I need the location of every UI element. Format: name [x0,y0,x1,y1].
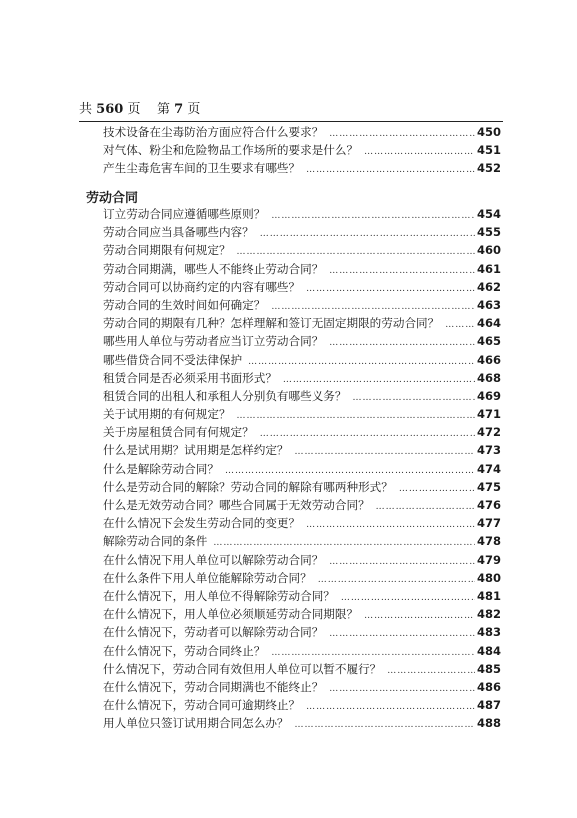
header-unit: 页 [127,102,141,117]
toc-entry-page: 481 [476,588,501,603]
toc-leader-dots [329,334,475,352]
toc-entry-title: 在什么情况下，用人单位必须顺延劳动合同期限？ [103,607,359,622]
toc-entry-page: 474 [476,461,501,476]
toc-top-entries [103,123,501,178]
toc-entry-page: 452 [476,161,501,176]
toc-entry-title: 劳动合同期限有何规定？ [103,243,231,258]
toc-leader-dots [329,625,475,643]
page-header [79,102,503,118]
toc-entry [103,532,501,550]
toc-entry-title: 什么是试用期？试用期是怎样约定？ [103,443,289,458]
toc-entry-page: 465 [476,334,501,349]
toc-entry-page: 484 [476,643,501,658]
toc-leader-dots [341,589,475,607]
toc-entry [103,623,501,641]
toc-leader-dots [295,443,475,461]
toc-entry [103,387,501,405]
header-total-pages: 560 [96,102,124,117]
toc-entry-title: 技术设备在尘毒防治方面应符合什么要求？ [103,125,324,139]
toc-entry [103,605,501,623]
toc-entry-page: 475 [476,479,501,494]
toc-leader-dots [364,607,475,625]
toc-entry-page: 487 [476,698,501,713]
toc-entry-page: 461 [476,261,501,276]
toc-leader-dots [329,680,475,698]
toc-entry-page: 485 [476,661,501,676]
toc-entry-page: 454 [476,207,501,221]
toc-entry [103,478,501,496]
toc-entry-page: 455 [476,225,501,240]
section-title: 劳动合同 [86,191,139,206]
toc-entry-page: 466 [476,352,501,367]
toc-entry-title: 解除劳动合同的条件 [103,534,208,549]
toc-entry [103,223,501,241]
toc-leader-dots [248,353,475,371]
toc-entry [103,569,501,587]
toc-entry [103,660,501,678]
toc-entry-page: 468 [476,370,501,385]
toc-entry [103,159,501,177]
toc-entry-title: 劳动合同的期限有几种？怎样理解和签订无固定期限的劳动合同？ [103,316,440,331]
toc-entry-title: 在什么情况下，劳动者可以解除劳动合同？ [103,625,324,640]
toc-entry-title: 在什么情况下会发生劳动合同的变更？ [103,516,301,531]
toc-leader-dots [271,207,475,225]
toc-entry-title: 在什么情况下，劳动合同期满也不能终止？ [103,679,324,694]
toc-entry-page: 480 [476,570,501,585]
toc-entry-page: 463 [476,297,501,312]
toc-entry [103,123,501,141]
toc-leader-dots [306,516,475,534]
toc-entry-page: 482 [476,607,501,622]
toc-entry [103,678,501,696]
header-prefix: 共 [79,102,93,117]
toc-entry-page: 464 [476,316,501,331]
toc-entry [103,205,501,223]
toc-leader-dots [364,143,475,161]
toc-entry-title: 哪些用人单位与劳动者应当订立劳动合同？ [103,334,324,349]
toc-leader-dots [306,698,475,716]
toc-leader-dots [329,553,475,571]
toc-leader-dots [295,716,475,734]
toc-entry [103,696,501,714]
toc-leader-dots [329,262,475,280]
header-unit: 页 [187,102,201,117]
toc-entry-title: 在什么情况下用人单位可以解除劳动合同？ [103,552,324,567]
toc-entry [103,460,501,478]
toc-leader-dots [352,389,475,407]
toc-entry-title: 劳动合同期满，哪些人不能终止劳动合同？ [103,261,324,276]
toc-entry [103,141,501,159]
toc-entry-title: 哪些借贷合同不受法律保护 [103,352,243,367]
toc-entry-title: 劳动合同的生效时间如何确定？ [103,297,266,312]
toc-entry-title: 用人单位只签订试用期合同怎么办？ [103,716,289,731]
toc-leader-dots [445,316,475,334]
toc-entry-page: 478 [476,534,501,549]
toc-entry-title: 订立劳动合同应遵循哪些原则？ [103,207,266,221]
toc-entry [103,642,501,660]
toc-entry-page: 471 [476,407,501,422]
toc-entry [103,551,501,569]
toc-entry-title: 劳动合同应当具备哪些内容？ [103,225,254,240]
header-rule [79,121,503,122]
toc-entry [103,351,501,369]
toc-entry-title: 在什么情况下，用人单位不得解除劳动合同？ [103,588,335,603]
toc-entry-title: 在什么情况下，劳动合同可逾期终止？ [103,698,301,713]
toc-entry-page: 473 [476,443,501,458]
toc-entry [103,714,501,732]
toc-entry-title: 在什么条件下用人单位能解除劳动合同？ [103,570,312,585]
toc-entry [103,332,501,350]
toc-entry-title: 什么是解除劳动合同？ [103,461,219,476]
toc-entry-title: 劳动合同可以协商约定的内容有哪些？ [103,279,301,294]
toc-entry-page: 486 [476,679,501,694]
toc-leader-dots [237,407,475,425]
toc-entry-page: 451 [476,143,501,158]
toc-entry [103,423,501,441]
toc-entry [103,405,501,423]
toc-entry-page: 483 [476,625,501,640]
toc-entry-page: 450 [476,125,501,139]
toc-entry-page: 488 [476,716,501,731]
toc-entry-title: 什么情况下，劳动合同有效但用人单位可以暂不履行？ [103,661,382,676]
toc-leader-dots [260,425,475,443]
toc-entry-title: 关于试用期的有何规定？ [103,407,231,422]
toc-entry-title: 租赁合同的出租人和承租人分别负有哪些义务？ [103,388,347,403]
toc-leader-dots [318,571,475,589]
toc-entry [103,314,501,332]
toc-entry-title: 产生尘毒危害车间的卫生要求有哪些？ [103,161,301,176]
toc-entry [103,260,501,278]
toc-entry-title: 关于房屋租赁合同有何规定？ [103,425,254,440]
toc-entry [103,296,501,314]
toc-leader-dots [306,161,475,179]
toc-entry-page: 460 [476,243,501,258]
toc-entry-page: 476 [476,498,501,512]
toc-leader-dots [387,662,475,680]
toc-entry-page: 469 [476,388,501,403]
toc-entry-title: 对气体、粉尘和危险物品工作场所的要求是什么？ [103,143,359,158]
header-page-number: 7 [174,102,184,117]
toc-entry-page: 479 [476,552,501,567]
toc-entry [103,514,501,532]
toc-leader-dots [376,498,475,516]
toc-entry [103,496,501,514]
toc-entry-title: 什么是劳动合同的解除？劳动合同的解除有哪两种形式？ [103,479,393,494]
toc-entry-title: 在什么情况下，劳动合同终止？ [103,643,266,658]
toc-entry-page: 477 [476,516,501,531]
toc-entry-title: 租赁合同是否必须采用书面形式？ [103,370,277,385]
toc-entry [103,441,501,459]
toc-leader-dots [260,225,475,243]
toc-leader-dots [399,480,475,498]
toc-entry [103,241,501,259]
toc-leader-dots [306,280,475,298]
toc-entry-page: 472 [476,425,501,440]
toc-entry [103,369,501,387]
toc-entry-title: 什么是无效劳动合同？哪些合同属于无效劳动合同？ [103,498,370,512]
toc-entry-page: 462 [476,279,501,294]
toc-entry [103,278,501,296]
header-ordinal: 第 [156,102,170,117]
toc-entry [103,587,501,605]
toc-section-entries [103,205,501,732]
